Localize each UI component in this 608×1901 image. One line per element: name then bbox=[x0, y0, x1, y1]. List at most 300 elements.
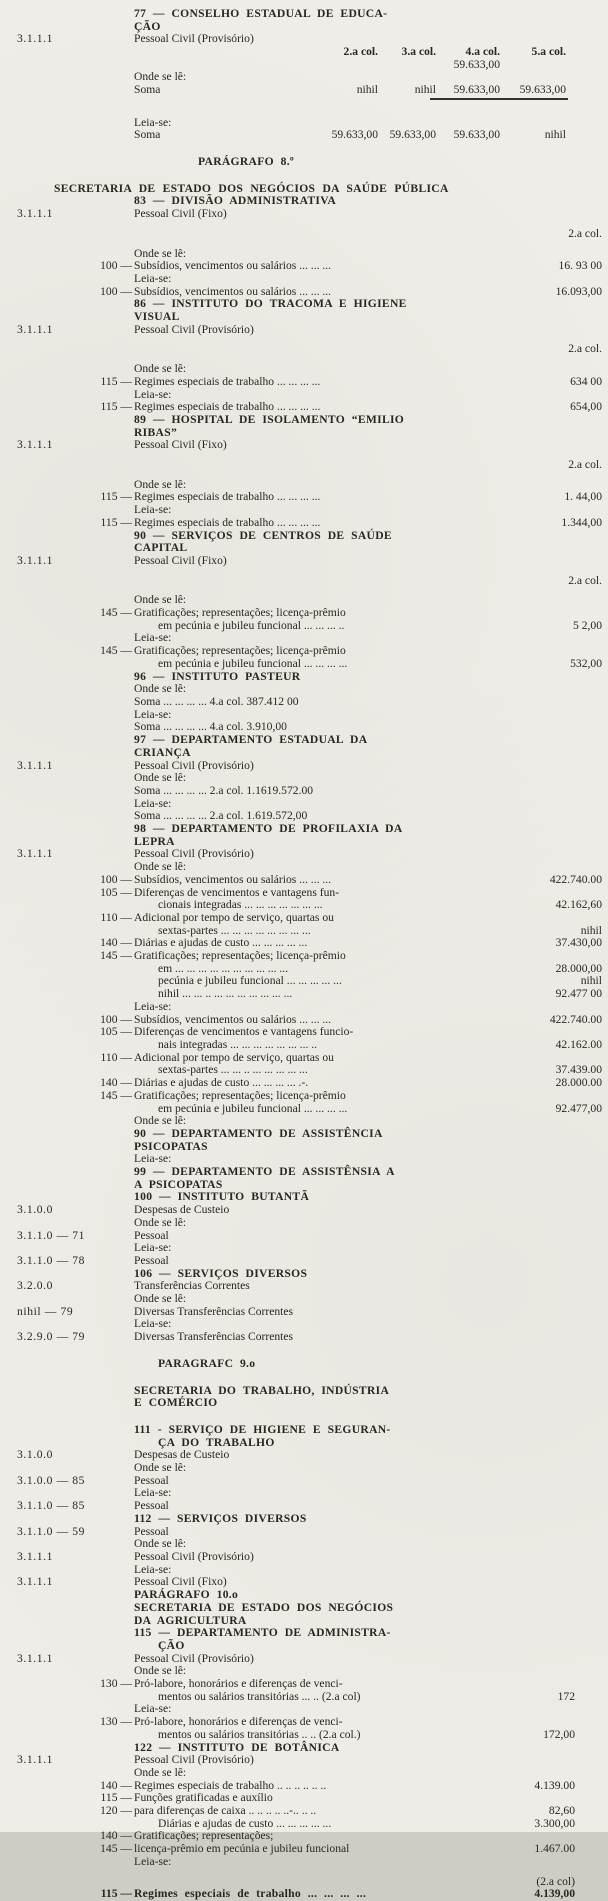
entry-text: Regimes especiais de trabalho .. .. .. .. .. .. bbox=[134, 1778, 327, 1792]
section-heading: 111 - SERVIÇO DE HIGIENE E SEGURAN- bbox=[134, 1422, 391, 1436]
doc-line bbox=[0, 228, 608, 241]
doc-line bbox=[0, 1462, 608, 1475]
correction-label: Leia-se: bbox=[134, 1241, 172, 1255]
entry-text: Subsídios, vencimentos ou salários ... ... ... bbox=[134, 1012, 332, 1026]
doc-line bbox=[0, 1653, 608, 1666]
amount-value: 532,00 bbox=[570, 656, 602, 670]
doc-line bbox=[0, 760, 608, 773]
entry-text: Adicional por tempo de serviço, quartas ou bbox=[134, 910, 334, 924]
entry-text: sextas-partes ... ... .. ... ... ... ... ... bbox=[158, 1063, 308, 1077]
entry-text: Subsídios, vencimentos ou salários ... ... ... bbox=[134, 259, 332, 273]
entry-text: Pessoal Civil (Fixo) bbox=[134, 207, 227, 221]
amount-value: 5 2,00 bbox=[573, 618, 602, 632]
section-heading: A PSICOPATAS bbox=[134, 1177, 223, 1191]
correction-label: Leia-se: bbox=[134, 707, 172, 721]
section-heading: 122 — INSTITUTO DE BOTÂNICA bbox=[134, 1740, 340, 1754]
entry-text: Soma ... ... ... ... 4.a col. 3.910,00 bbox=[134, 720, 287, 734]
doc-line bbox=[0, 861, 608, 874]
doc-line bbox=[0, 1280, 608, 1293]
doc-line bbox=[0, 836, 608, 849]
doc-line bbox=[0, 46, 608, 59]
doc-line bbox=[0, 343, 608, 356]
correction-label: Onde se lê: bbox=[134, 477, 187, 491]
item-number: 140 — bbox=[100, 936, 132, 950]
doc-line bbox=[0, 1526, 608, 1539]
doc-line bbox=[0, 620, 608, 633]
item-number: 115 — bbox=[100, 400, 132, 414]
doc-line bbox=[0, 709, 608, 722]
amount-value: 1. 44,00 bbox=[564, 490, 602, 504]
item-number: 140 — bbox=[100, 1076, 132, 1090]
item-number: 100 — bbox=[100, 872, 132, 886]
section-heading: RIBAS” bbox=[134, 425, 178, 439]
doc-line bbox=[0, 208, 608, 221]
correction-label: Leia-se: bbox=[134, 631, 172, 645]
doc-line bbox=[0, 1204, 608, 1217]
amount-value: 172,00 bbox=[543, 1727, 575, 1741]
doc-line bbox=[0, 734, 608, 747]
column-ref: 2.a col. bbox=[568, 573, 602, 587]
correction-label: Leia-se: bbox=[134, 1486, 172, 1500]
entry-text: licença-prêmio em pecúnia e jubileu funcional bbox=[134, 1842, 350, 1856]
doc-line bbox=[0, 1551, 608, 1564]
doc-line bbox=[0, 195, 608, 208]
item-number: 105 — bbox=[100, 1025, 132, 1039]
entry-text: nais integradas ... ... ... ... ... ... ... .. bbox=[158, 1037, 318, 1051]
amount-value: 172 bbox=[557, 1689, 575, 1703]
entry-text: mentos ou salários transitórias .. .. (2.a col.) bbox=[158, 1727, 361, 1741]
doc-line bbox=[0, 1166, 608, 1179]
section-heading: CAPITAL bbox=[134, 541, 188, 555]
budget-code: 3.1.1.0 — 59 bbox=[17, 1524, 86, 1538]
entry-text: em pecúnia e jubileu funcional ... ... ... ... bbox=[158, 1101, 348, 1115]
amount-value: 422.740.00 bbox=[549, 1012, 602, 1026]
doc-line bbox=[0, 1331, 608, 1344]
doc-line bbox=[0, 1039, 608, 1052]
item-number: 115 — bbox=[100, 1791, 132, 1805]
entry-text: Transferências Correntes bbox=[134, 1279, 250, 1293]
section-heading: 99 — DEPARTAMENTO DE ASSISTÊNSIA A bbox=[134, 1165, 395, 1179]
doc-line bbox=[0, 1589, 608, 1602]
entry-text: Regimes especiais de trabalho ... ... ... ... bbox=[134, 400, 321, 414]
budget-code: 3.1.1.1 bbox=[17, 1550, 54, 1563]
entry-text: Diferenças de vencimentos e vantagens funcio- bbox=[134, 1025, 354, 1039]
sum-rule bbox=[430, 98, 502, 100]
doc-line bbox=[0, 1397, 608, 1410]
budget-code: 3.1.1.0 — 85 bbox=[17, 1499, 86, 1513]
table-amount: 59.633,00 bbox=[331, 128, 378, 142]
correction-label: Leia-se: bbox=[134, 796, 172, 810]
doc-line bbox=[0, 1742, 608, 1755]
table-amount: 59.633,00 bbox=[453, 128, 500, 142]
doc-line bbox=[0, 1856, 608, 1869]
table-amount: 59.633,00 bbox=[453, 57, 500, 71]
section-heading: PSICOPATAS bbox=[134, 1139, 208, 1153]
section-heading: 97 — DEPARTAMENTO ESTADUAL DA bbox=[134, 733, 368, 747]
amount-value: 4.139,00 bbox=[534, 1887, 575, 1901]
section-heading: 77 — CONSELHO ESTADUAL DE EDUCA- bbox=[134, 7, 388, 20]
table-amount: nihil bbox=[414, 83, 436, 97]
column-ref: 2.a col. bbox=[568, 458, 602, 472]
doc-line bbox=[0, 683, 608, 696]
entry-text: Soma ... ... ... ... 2.a col. 1.1619.572.00 bbox=[134, 783, 314, 797]
table-amount: 59.633,00 bbox=[389, 128, 436, 142]
entry-text: Pessoal Civil (Fixo) bbox=[134, 1575, 227, 1589]
amount-value: 654,00 bbox=[570, 400, 602, 414]
entry-text: Despesas de Custeio bbox=[134, 1203, 230, 1217]
doc-line bbox=[0, 1487, 608, 1500]
doc-line bbox=[0, 1602, 608, 1615]
budget-code: 3.1.1.1 bbox=[17, 32, 54, 46]
entry-text: Diárias e ajudas de custo ... ... ... ... ... bbox=[134, 936, 308, 950]
entry-text: Funções gratificadas e auxílio bbox=[134, 1791, 273, 1805]
doc-line bbox=[0, 1475, 608, 1488]
doc-line bbox=[0, 1780, 608, 1793]
section-heading: PARÁGRAFO 10.o bbox=[134, 1588, 239, 1602]
amount-value: 1.467.00 bbox=[534, 1842, 575, 1856]
entry-text: nihil ... ... .. ... ... ... ... ... ... ... bbox=[158, 987, 293, 1001]
doc-line bbox=[0, 324, 608, 337]
amount-value: nihil bbox=[580, 974, 602, 988]
doc-line bbox=[0, 517, 608, 530]
table-amount: 3.a col. bbox=[401, 45, 436, 59]
doc-line bbox=[0, 555, 608, 568]
amount-value: 3.300,00 bbox=[534, 1816, 575, 1830]
item-number: 130 — bbox=[100, 1715, 132, 1729]
section-heading: 115 — DEPARTAMENTO DE ADMINISTRA- bbox=[134, 1626, 391, 1640]
doc-line bbox=[0, 823, 608, 836]
correction-label: Onde se lê: bbox=[134, 1461, 187, 1475]
doc-line bbox=[0, 1678, 608, 1691]
amount-value: 634 00 bbox=[570, 374, 602, 388]
budget-code: 3.1.1.0 — 71 bbox=[17, 1228, 86, 1242]
table-amount: nihil bbox=[356, 83, 378, 97]
doc-line bbox=[0, 785, 608, 798]
sum-rule bbox=[502, 98, 568, 100]
doc-line bbox=[0, 260, 608, 273]
table-amount: 2.a col. bbox=[343, 45, 378, 59]
column-ref: 2.a col. bbox=[568, 226, 602, 240]
amount-value: 1.344,00 bbox=[561, 515, 602, 529]
column-ref: (2.a col) bbox=[536, 1874, 575, 1888]
doc-line bbox=[0, 950, 608, 963]
doc-line bbox=[0, 1437, 608, 1450]
amount-value: 16.093,00 bbox=[555, 284, 602, 298]
doc-line bbox=[0, 1424, 608, 1437]
doc-line bbox=[0, 129, 608, 142]
doc-line bbox=[0, 1306, 608, 1319]
doc-line bbox=[0, 298, 608, 311]
doc-line bbox=[0, 1767, 608, 1780]
section-heading: E COMÉRCIO bbox=[134, 1396, 218, 1410]
doc-line bbox=[0, 1242, 608, 1255]
doc-line bbox=[0, 1576, 608, 1589]
entry-text: Gratificações; representações; licença-prêmio bbox=[134, 644, 346, 658]
doc-line bbox=[0, 1318, 608, 1331]
entry-text: Soma bbox=[134, 83, 161, 97]
correction-label: Leia-se: bbox=[134, 1854, 172, 1868]
entry-text: Pessoal Civil (Fixo) bbox=[134, 438, 227, 452]
correction-label: Onde se lê: bbox=[134, 70, 187, 84]
doc-line bbox=[0, 1268, 608, 1281]
section-heading: SECRETARIA DE ESTADO DOS NEGÓCIOS DA SAÚDE PÚBLICA bbox=[54, 181, 449, 195]
section-heading: DA AGRICULTURA bbox=[134, 1613, 247, 1627]
doc-line bbox=[0, 696, 608, 709]
entry-text: em pecúnia e jubileu funcional ... ... ... .. bbox=[158, 618, 345, 632]
doc-line bbox=[0, 747, 608, 760]
entry-text: Diárias e ajudas de custo ... ... ... ... .-. bbox=[134, 1076, 309, 1090]
column-ref: 2.a col. bbox=[568, 342, 602, 356]
doc-line bbox=[0, 1888, 608, 1901]
correction-label: Leia-se: bbox=[134, 1702, 172, 1716]
budget-code: 3.1.1.1 bbox=[17, 1753, 54, 1767]
doc-line bbox=[0, 1843, 608, 1856]
entry-text: Gratificações; representações; licença-prêmio bbox=[134, 949, 346, 963]
entry-text: Diversas Transferências Correntes bbox=[134, 1304, 294, 1318]
doc-line bbox=[0, 71, 608, 84]
amount-value: 28.000.00 bbox=[555, 1076, 602, 1090]
doc-line bbox=[0, 1640, 608, 1653]
entry-text: Pessoal Civil (Provisório) bbox=[134, 1550, 254, 1563]
doc-line bbox=[0, 1729, 608, 1742]
section-heading: PARÁGRAFO 8.º bbox=[198, 154, 295, 168]
entry-text: Pró-labore, honorários e diferenças de venci- bbox=[134, 1715, 343, 1729]
entry-text: Pessoal Civil (Provisório) bbox=[134, 1651, 254, 1665]
item-number: 110 — bbox=[100, 1050, 132, 1064]
entry-text: Gratificações; representações; licença-prêmio bbox=[134, 1088, 346, 1102]
doc-line bbox=[0, 575, 608, 588]
doc-line bbox=[0, 459, 608, 472]
correction-label: Onde se lê: bbox=[134, 1114, 187, 1128]
section-heading: CRIANÇA bbox=[134, 745, 191, 759]
section-heading: 98 — DEPARTAMENTO DE PROFILAXIA DA bbox=[134, 822, 403, 836]
doc-line bbox=[0, 311, 608, 324]
budget-code: 3.2.9.0 — 79 bbox=[17, 1330, 86, 1344]
entry-text: Pessoal bbox=[134, 1499, 169, 1513]
item-number: 115 — bbox=[100, 515, 132, 529]
doc-line bbox=[0, 1754, 608, 1767]
table-amount: 59.633,00 bbox=[453, 83, 500, 97]
amount-value: 42.162.00 bbox=[555, 1037, 602, 1051]
doc-line bbox=[0, 1564, 608, 1577]
doc-line bbox=[0, 645, 608, 658]
doc-line bbox=[0, 1230, 608, 1243]
correction-label: Onde se lê: bbox=[134, 1765, 187, 1779]
section-heading: ÇA DO TRABALHO bbox=[158, 1435, 275, 1449]
doc-line bbox=[0, 1103, 608, 1116]
section-heading: 90 — SERVIÇOS DE CENTROS DE SAÚDE bbox=[134, 528, 392, 542]
entry-text: Pessoal bbox=[134, 1253, 169, 1267]
section-heading: 90 — DEPARTAMENTO DE ASSISTÊNCIA bbox=[134, 1126, 383, 1140]
budget-code: 3.1.1.1 bbox=[17, 758, 54, 772]
correction-label: Leia-se: bbox=[134, 271, 172, 285]
item-number: 100 — bbox=[100, 284, 132, 298]
doc-line bbox=[0, 1115, 608, 1128]
section-heading: 100 — INSTITUTO BUTANTÃ bbox=[134, 1190, 310, 1204]
doc-line bbox=[0, 1538, 608, 1551]
entry-text: em ... ... ... ... ... ... ... ... ... ... bbox=[158, 961, 289, 975]
entry-text: Subsídios, vencimentos ou salários ... ... ... bbox=[134, 284, 332, 298]
table-amount: 4.a col. bbox=[465, 45, 500, 59]
doc-line bbox=[0, 874, 608, 887]
doc-line bbox=[0, 1449, 608, 1462]
entry-text: Pró-labore, honorários e diferenças de venci- bbox=[134, 1677, 343, 1691]
budget-code: 3.1.1.1 bbox=[17, 322, 54, 336]
doc-line bbox=[0, 97, 608, 110]
amount-value: nihil bbox=[580, 923, 602, 937]
correction-label: Leia-se: bbox=[134, 387, 172, 401]
budget-code: 3.1.0.0 bbox=[17, 1448, 54, 1462]
doc-line bbox=[0, 1500, 608, 1513]
amount-value: 92.477,00 bbox=[555, 1101, 602, 1115]
correction-label: Leia-se: bbox=[134, 1152, 172, 1166]
correction-label: Leia-se: bbox=[134, 115, 172, 129]
doc-line bbox=[0, 530, 608, 543]
doc-line bbox=[0, 33, 608, 46]
entry-text: Despesas de Custeio bbox=[134, 1448, 230, 1462]
doc-line bbox=[0, 21, 608, 34]
entry-text: cionais integradas ... ... ... ... ... ... ... bbox=[158, 898, 323, 912]
doc-line bbox=[0, 363, 608, 376]
entry-text: Pessoal Civil (Fixo) bbox=[134, 553, 227, 567]
section-heading: 106 — SERVIÇOS DIVERSOS bbox=[134, 1266, 308, 1280]
section-heading: 83 — DIVISÃO ADMINISTRATIVA bbox=[134, 194, 337, 208]
item-number: 145 — bbox=[100, 644, 132, 658]
amount-value: 37.430,00 bbox=[555, 936, 602, 950]
section-heading: 86 — INSTITUTO DO TRACOMA E HIGIENE bbox=[134, 297, 407, 311]
correction-label: Leia-se: bbox=[134, 503, 172, 517]
budget-code: 3.2.0.0 bbox=[17, 1279, 54, 1293]
section-heading: PARAGRAFC 9.o bbox=[158, 1356, 256, 1370]
correction-label: Leia-se: bbox=[134, 1562, 172, 1576]
budget-code: 3.1.1.1 bbox=[17, 1575, 54, 1589]
doc-line bbox=[0, 427, 608, 440]
entry-text: em pecúnia e jubileu funcional ... ... ... ... bbox=[158, 656, 348, 670]
amount-value: 28.000,00 bbox=[555, 961, 602, 975]
doc-line bbox=[0, 273, 608, 286]
correction-label: Leia-se: bbox=[134, 999, 172, 1013]
budget-code: 3.1.1.0 — 78 bbox=[17, 1253, 86, 1267]
item-number: 145 — bbox=[100, 1842, 132, 1856]
item-number: 100 — bbox=[100, 259, 132, 273]
entry-text: Regimes especiais de trabalho ... ... ... ... bbox=[134, 515, 321, 529]
correction-label: Onde se lê: bbox=[134, 1215, 187, 1229]
doc-line bbox=[0, 1358, 608, 1371]
amount-value: 42.162,60 bbox=[555, 898, 602, 912]
item-number: 130 — bbox=[100, 1677, 132, 1691]
section-heading: 112 — SERVIÇOS DIVERSOS bbox=[134, 1511, 307, 1525]
item-number: 110 — bbox=[100, 910, 132, 924]
budget-code: 3.1.1.1 bbox=[17, 438, 54, 452]
doc-line bbox=[0, 414, 608, 427]
doc-line bbox=[0, 1627, 608, 1640]
budget-code: 3.1.0.0 bbox=[17, 1203, 54, 1217]
section-heading: 89 — HOSPITAL DE ISOLAMENTO “EMILIO bbox=[134, 412, 405, 426]
item-number: 115 — bbox=[100, 374, 132, 388]
section-heading: ÇÃO bbox=[158, 1638, 185, 1652]
entry-text: sextas-partes ... ... ... ... ... ... ... ... bbox=[158, 923, 311, 937]
doc-line bbox=[0, 1513, 608, 1526]
doc-line bbox=[0, 156, 608, 169]
doc-line bbox=[0, 504, 608, 517]
budget-code: 3.1.1.1 bbox=[17, 553, 54, 567]
doc-line bbox=[0, 658, 608, 671]
correction-label: Onde se lê: bbox=[134, 1537, 187, 1551]
doc-line bbox=[0, 117, 608, 130]
doc-line bbox=[0, 975, 608, 988]
amount-value: 92.477 00 bbox=[555, 987, 602, 1001]
amount-value: 4.139.00 bbox=[534, 1778, 575, 1792]
section-heading: 96 — INSTITUTO PASTEUR bbox=[134, 669, 301, 683]
doc-line bbox=[0, 491, 608, 504]
section-heading: SECRETARIA DE ESTADO DOS NEGÓCIOS bbox=[134, 1600, 394, 1614]
doc-line bbox=[0, 1001, 608, 1014]
correction-label: Onde se lê: bbox=[134, 860, 187, 874]
budget-code: 3.1.1.1 bbox=[17, 847, 54, 861]
correction-label: Onde se lê: bbox=[134, 1664, 187, 1678]
doc-line bbox=[0, 1293, 608, 1306]
doc-line bbox=[0, 848, 608, 861]
doc-line bbox=[0, 671, 608, 684]
section-heading: Regimes especiais de trabalho ... ... ... ... bbox=[134, 1887, 367, 1901]
entry-text: Soma bbox=[134, 128, 161, 142]
doc-line bbox=[0, 1385, 608, 1398]
entry-text: Regimes especiais de trabalho ... ... ... ... bbox=[134, 374, 321, 388]
entry-text: Diversas Transferências Correntes bbox=[134, 1330, 294, 1344]
item-number: 145 — bbox=[100, 606, 132, 620]
entry-text: Diárias e ajudas de custo ... ... ... ... ... bbox=[158, 1816, 332, 1830]
entry-text: Gratificações; representações; bbox=[134, 1829, 274, 1843]
doc-line bbox=[0, 1141, 608, 1154]
item-number: 105 — bbox=[100, 885, 132, 899]
entry-text: Pessoal Civil (Provisório) bbox=[134, 32, 254, 46]
doc-line bbox=[0, 439, 608, 452]
entry-text: Pessoal bbox=[134, 1524, 169, 1538]
section-heading: LEPRA bbox=[134, 834, 175, 848]
entry-text: mentos ou salários transitórias ... .. (2.a col) bbox=[158, 1689, 361, 1703]
budget-code: nihil — 79 bbox=[17, 1304, 74, 1318]
doc-line bbox=[0, 1128, 608, 1141]
doc-line bbox=[0, 1716, 608, 1729]
doc-line bbox=[0, 1217, 608, 1230]
item-number: 140 — bbox=[100, 1829, 132, 1843]
correction-label: Onde se lê: bbox=[134, 593, 187, 607]
entry-text: Pessoal Civil (Provisório) bbox=[134, 847, 254, 861]
entry-text: Regimes especiais de trabalho ... ... ... ... bbox=[134, 490, 321, 504]
item-number: 145 — bbox=[100, 949, 132, 963]
doc-line bbox=[0, 84, 608, 97]
budget-code: 3.1.0.0 — 85 bbox=[17, 1473, 86, 1487]
doc-line bbox=[0, 8, 608, 21]
entry-text: Pessoal Civil (Provisório) bbox=[134, 758, 254, 772]
item-number: 100 — bbox=[100, 1012, 132, 1026]
item-number: 115 — bbox=[100, 1887, 132, 1901]
correction-label: Leia-se: bbox=[134, 1317, 172, 1331]
doc-line bbox=[0, 1818, 608, 1831]
doc-line bbox=[0, 1191, 608, 1204]
doc-line bbox=[0, 1691, 608, 1704]
doc-line bbox=[0, 376, 608, 389]
doc-line bbox=[0, 542, 608, 555]
entry-text: Gratificações; representações; licença-prêmio bbox=[134, 606, 346, 620]
table-amount: 5.a col. bbox=[531, 45, 566, 59]
entry-text: Soma ... ... ... ... 4.a col. 387.412 00 bbox=[134, 695, 299, 708]
entry-text: Pessoal bbox=[134, 1228, 169, 1242]
item-number: 145 — bbox=[100, 1088, 132, 1102]
correction-label: Onde se lê: bbox=[134, 362, 187, 376]
correction-label: Onde se lê: bbox=[134, 682, 187, 696]
amount-value: 82,60 bbox=[548, 1804, 575, 1818]
